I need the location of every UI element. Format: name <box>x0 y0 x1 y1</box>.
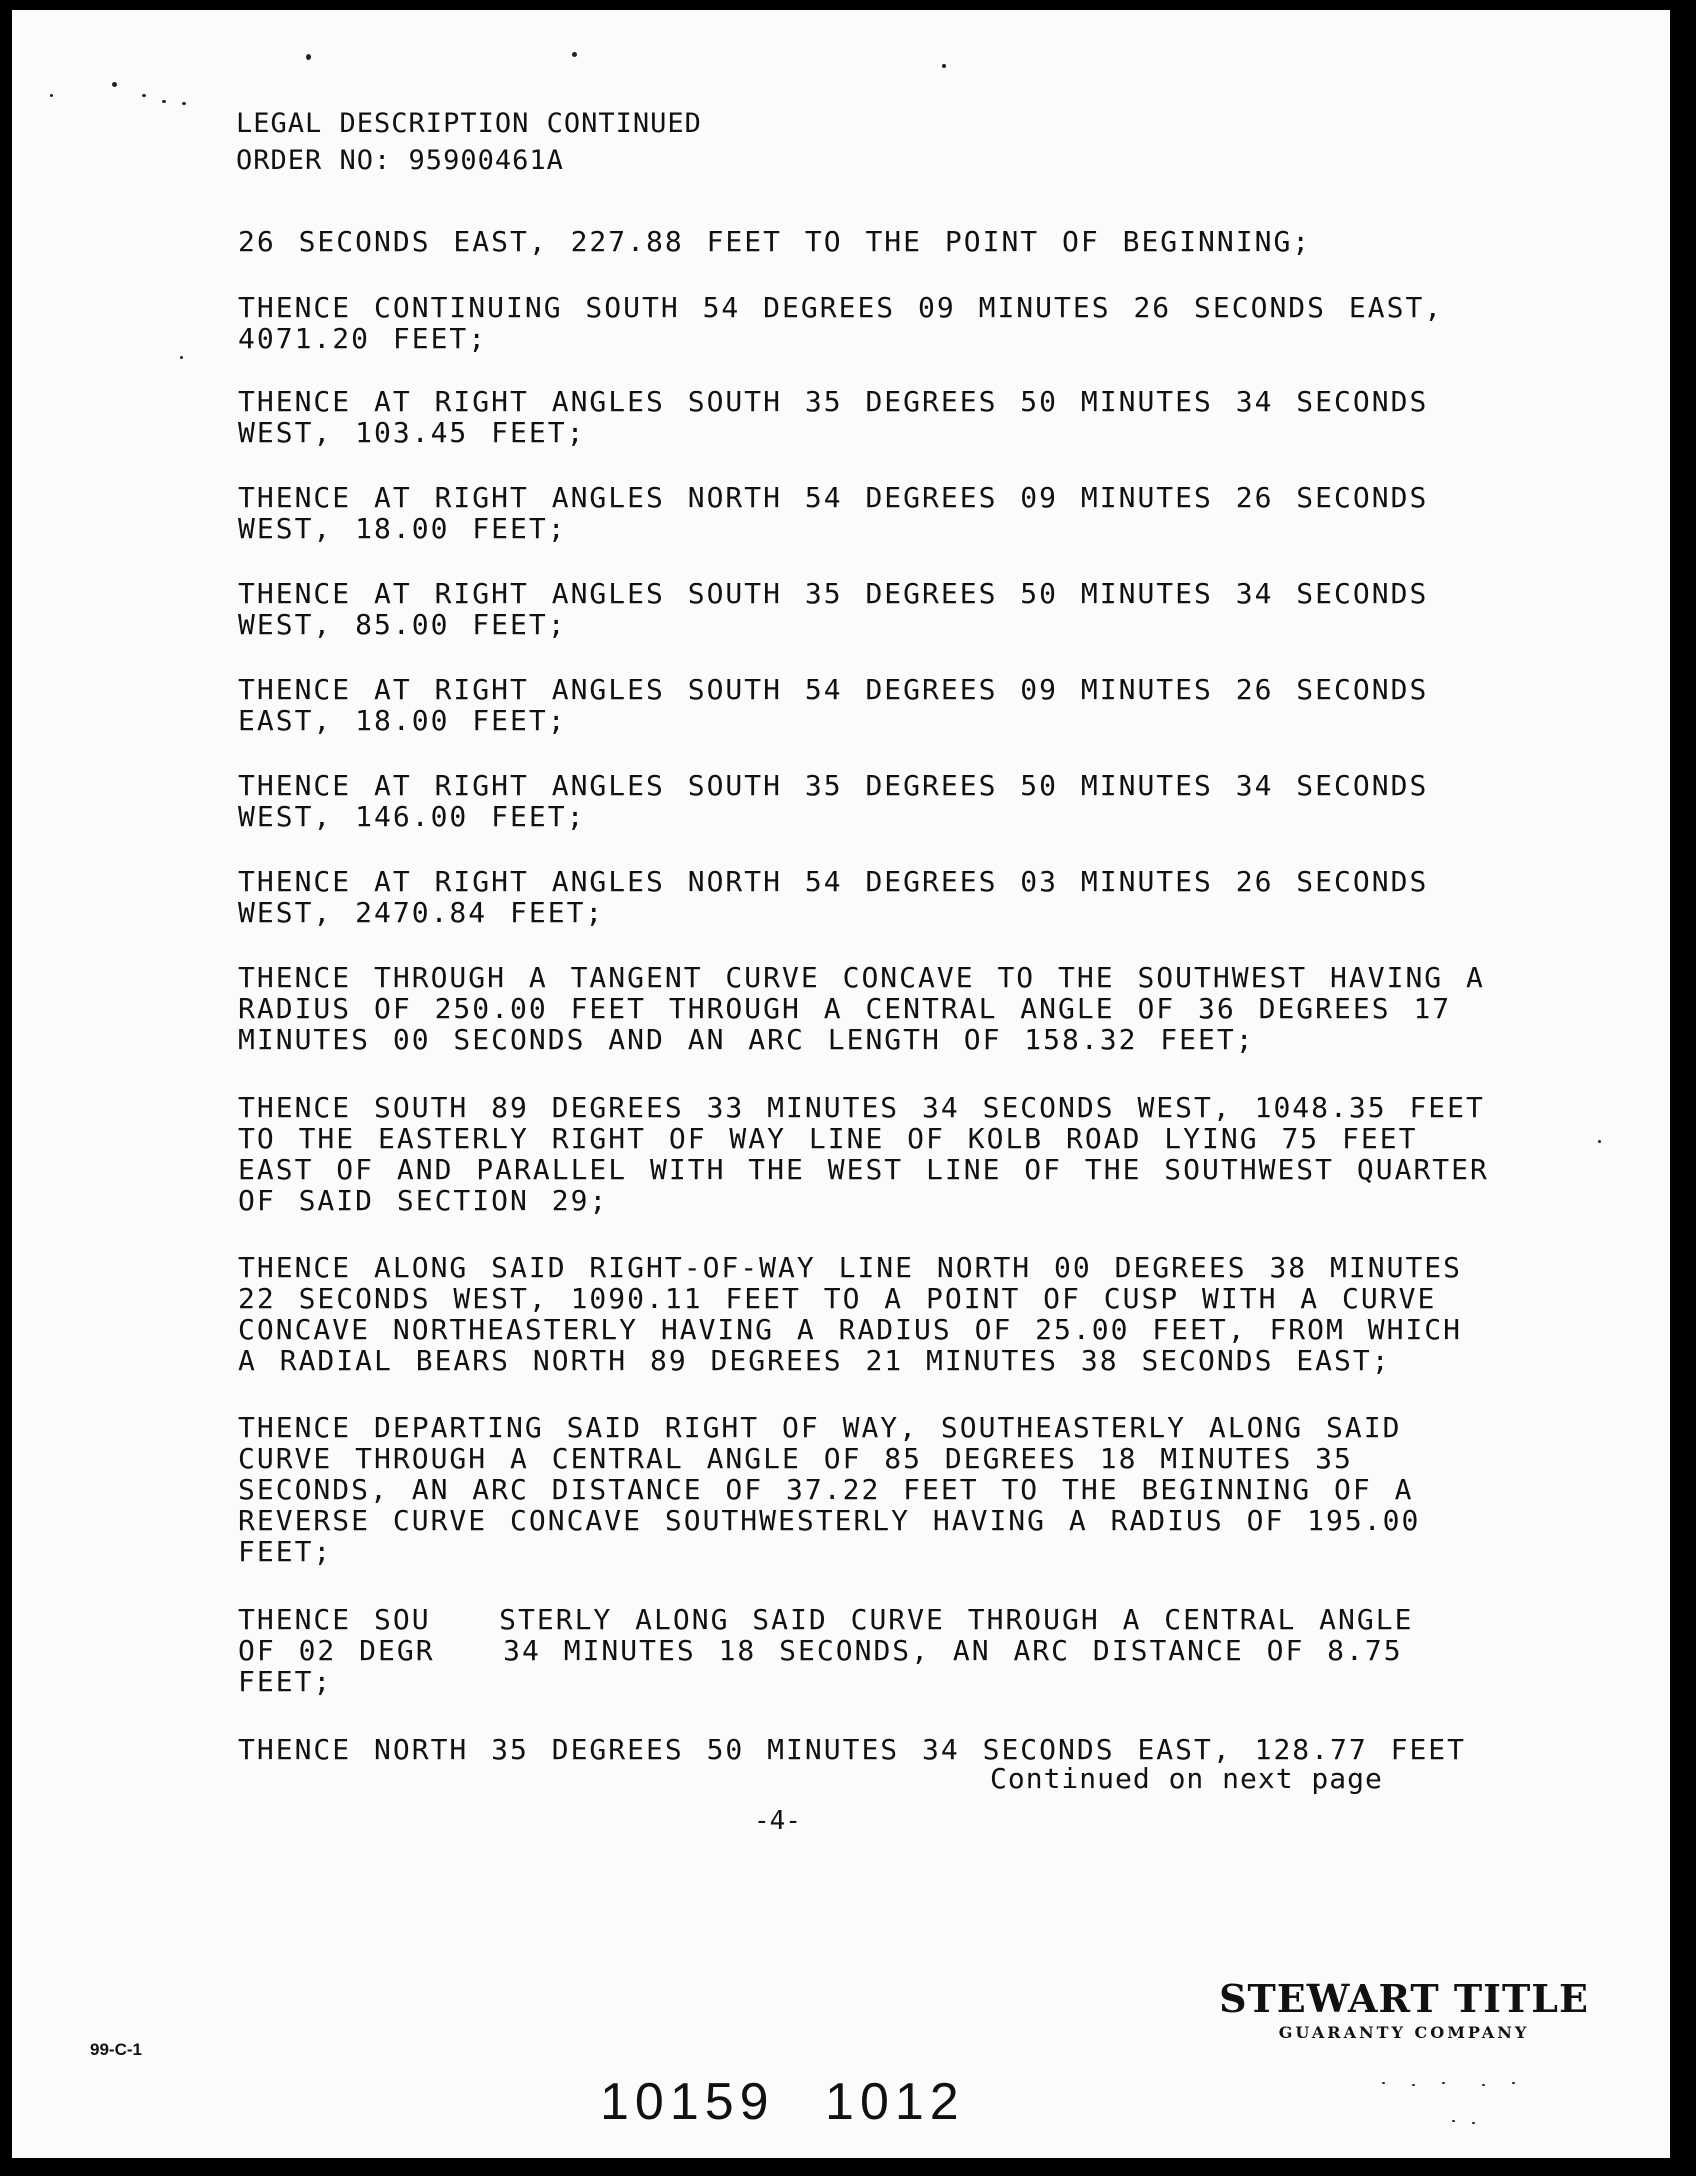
scan-speck <box>180 356 183 359</box>
document-page <box>12 10 1670 2158</box>
scan-speck <box>1452 2120 1455 2122</box>
paragraph-line: THENCE AT RIGHT ANGLES NORTH 54 DEGREES 09 MINUTES 26 SECONDS <box>238 481 1429 514</box>
paragraph-line: WEST, 103.45 FEET; <box>238 416 586 449</box>
paragraph-line: 26 SECONDS EAST, 227.88 FEET TO THE POINT OF BEGINNING; <box>238 225 1312 258</box>
logo-subtitle: GUARANTY COMPANY <box>1278 2023 1530 2042</box>
paragraph-line: FEET; <box>238 1535 333 1568</box>
paragraph-11 <box>238 1252 1528 1376</box>
scan-speck <box>1482 2084 1485 2086</box>
paragraph-line: REVERSE CURVE CONCAVE SOUTHWESTERLY HAVING A RADIUS OF 195.00 <box>238 1504 1421 1537</box>
scan-speck <box>1382 2082 1385 2084</box>
paragraph-8 <box>238 866 1528 928</box>
logo-brand: STEWART TITLE <box>1219 1976 1589 2021</box>
scan-speck <box>50 94 53 97</box>
paragraph-line: WEST, 2470.84 FEET; <box>238 896 605 929</box>
form-code: 99-C-1 <box>90 2040 142 2059</box>
paragraph-line: THENCE SOUTH 89 DEGREES 33 MINUTES 34 SECONDS WEST, 1048.35 FEET <box>238 1091 1485 1124</box>
page-number: -4- <box>754 1806 801 1836</box>
paragraph-5 <box>238 578 1528 640</box>
paragraph-2 <box>238 292 1528 354</box>
paragraph-line: THENCE AT RIGHT ANGLES SOUTH 35 DEGREES 50 MINUTES 34 SECONDS <box>238 385 1429 418</box>
paragraph-line: WEST, 146.00 FEET; <box>238 800 586 833</box>
paragraph-line: THENCE THROUGH A TANGENT CURVE CONCAVE TO THE SOUTHWEST HAVING A <box>238 961 1485 994</box>
paragraph-7 <box>238 770 1528 832</box>
paragraph-line: MINUTES 00 SECONDS AND AN ARC LENGTH OF 158.32 FEET; <box>238 1023 1255 1056</box>
paragraph-line: THENCE AT RIGHT ANGLES SOUTH 35 DEGREES 50 MINUTES 34 SECONDS <box>238 769 1429 802</box>
paragraph-line: 4071.20 FEET; <box>238 322 488 355</box>
paragraph-line: THENCE AT RIGHT ANGLES SOUTH 54 DEGREES 09 MINUTES 26 SECONDS <box>238 673 1429 706</box>
paragraph-line: SECONDS, AN ARC DISTANCE OF 37.22 FEET TO THE BEGINNING OF A <box>238 1473 1414 1506</box>
paragraph-3 <box>238 386 1528 448</box>
paragraph-line: 22 SECONDS WEST, 1090.11 FEET TO A POINT OF CUSP WITH A CURVE <box>238 1282 1437 1315</box>
header-title: LEGAL DESCRIPTION CONTINUED <box>236 108 702 139</box>
paragraph-line: CONCAVE NORTHEASTERLY HAVING A RADIUS OF 25.00 FEET, FROM WHICH <box>238 1313 1463 1346</box>
paragraph-line: A RADIAL BEARS NORTH 89 DEGREES 21 MINUTES 38 SECONDS EAST; <box>238 1344 1391 1377</box>
paragraph-13 <box>238 1604 1528 1697</box>
scan-speck <box>572 52 577 57</box>
paragraph-line: THENCE SOU STERLY ALONG SAID CURVE THROUGH A CENTRAL ANGLE <box>238 1603 1414 1636</box>
scan-speck <box>1598 1140 1601 1143</box>
paragraph-line: EAST OF AND PARALLEL WITH THE WEST LINE OF THE SOUTHWEST QUARTER <box>238 1153 1489 1186</box>
scan-speck <box>942 64 946 68</box>
continued-note: Continued on next page <box>990 1762 1383 1795</box>
paragraph-1 <box>238 226 1528 257</box>
scan-speck <box>182 102 186 105</box>
scan-speck <box>142 94 146 97</box>
paragraph-line: THENCE AT RIGHT ANGLES NORTH 54 DEGREES 03 MINUTES 26 SECONDS <box>238 865 1429 898</box>
paragraph-6 <box>238 674 1528 736</box>
paragraph-line: THENCE CONTINUING SOUTH 54 DEGREES 09 MINUTES 26 SECONDS EAST, <box>238 291 1444 324</box>
scan-speck <box>1442 2082 1445 2084</box>
paragraph-line: TO THE EASTERLY RIGHT OF WAY LINE OF KOLB ROAD LYING 75 FEET <box>238 1122 1418 1155</box>
document-header <box>236 105 702 179</box>
company-logo <box>1194 1976 1614 2042</box>
scan-speck <box>1512 2082 1515 2084</box>
paragraph-line: OF SAID SECTION 29; <box>238 1184 609 1217</box>
paragraph-9 <box>238 962 1528 1055</box>
paragraph-line: WEST, 85.00 FEET; <box>238 608 567 641</box>
paragraph-4 <box>238 482 1528 544</box>
scan-speck <box>162 100 166 103</box>
paragraph-line: THENCE AT RIGHT ANGLES SOUTH 35 DEGREES 50 MINUTES 34 SECONDS <box>238 577 1429 610</box>
paragraph-14 <box>238 1734 1528 1765</box>
paragraph-line: THENCE ALONG SAID RIGHT-OF-WAY LINE NORTH 00 DEGREES 38 MINUTES <box>238 1251 1463 1284</box>
paragraph-12 <box>238 1412 1528 1567</box>
paragraph-line: OF 02 DEGR 34 MINUTES 18 SECONDS, AN ARC DISTANCE OF 8.75 <box>238 1634 1403 1667</box>
scan-speck <box>1412 2084 1415 2086</box>
paragraph-line: EAST, 18.00 FEET; <box>238 704 567 737</box>
scan-speck <box>1472 2122 1475 2124</box>
document-number: 10159 1012 <box>600 2073 965 2131</box>
scan-speck <box>306 54 311 60</box>
paragraph-line: THENCE NORTH 35 DEGREES 50 MINUTES 34 SECONDS EAST, 128.77 FEET <box>238 1733 1467 1766</box>
paragraph-line: FEET; <box>238 1665 333 1698</box>
paragraph-line: WEST, 18.00 FEET; <box>238 512 567 545</box>
paragraph-line: RADIUS OF 250.00 FEET THROUGH A CENTRAL ANGLE OF 36 DEGREES 17 <box>238 992 1452 1025</box>
paragraph-line: CURVE THROUGH A CENTRAL ANGLE OF 85 DEGREES 18 MINUTES 35 <box>238 1442 1353 1475</box>
paragraph-line: THENCE DEPARTING SAID RIGHT OF WAY, SOUTHEASTERLY ALONG SAID <box>238 1411 1402 1444</box>
scan-speck <box>112 82 117 87</box>
order-number: ORDER NO: 95900461A <box>236 145 564 176</box>
paragraph-10 <box>238 1092 1528 1216</box>
